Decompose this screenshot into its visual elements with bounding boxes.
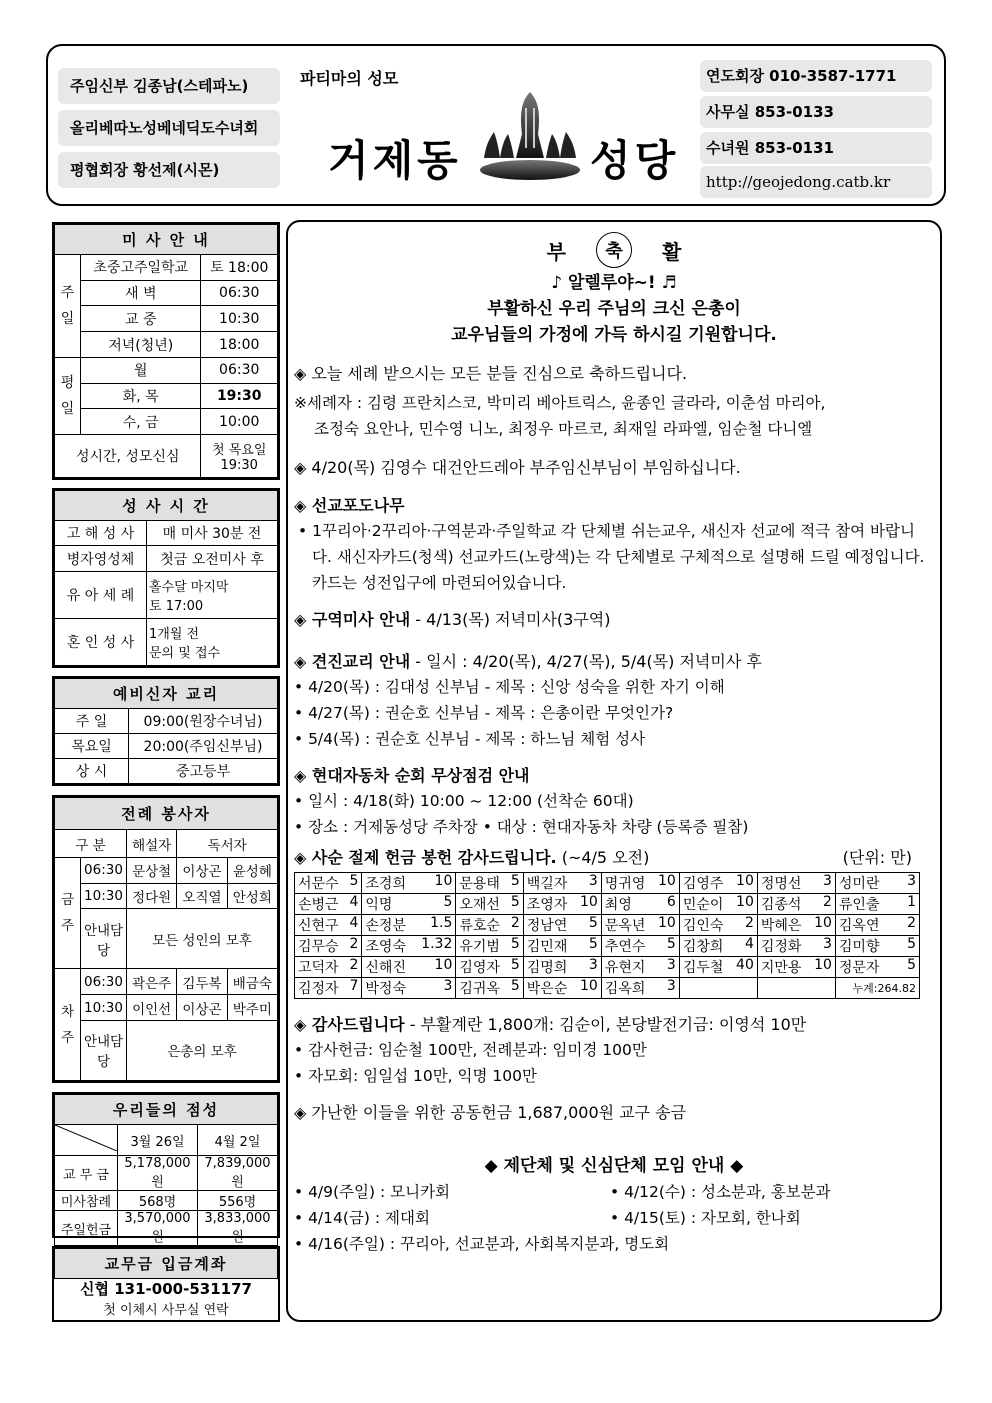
donor-cell: 김정화 3: [757, 936, 835, 957]
col-header: 독서자: [177, 830, 278, 858]
mass-time: 06:30: [81, 858, 127, 884]
mass-time: 토 18:00: [201, 255, 278, 281]
commentator: 곽은주: [127, 969, 177, 995]
date-header: 4월 2일: [198, 1125, 278, 1156]
mass-time: 06:30: [201, 280, 278, 306]
donor-cell: 김민재 5: [523, 936, 601, 957]
office-contact: 사무실 853-0133: [700, 96, 932, 128]
baptism-names: ※세례자 : 김령 프란치스코, 박미리 베아트릭스, 윤종인 글라라, 이춘섬 마리아,: [294, 394, 826, 412]
mass-time: 06:30: [81, 969, 127, 995]
class-day: 주 일: [55, 709, 129, 734]
stat-value: 556명: [198, 1191, 278, 1211]
account-title: 교무금 입금계좌: [55, 1249, 278, 1279]
celebration-badge: 축: [596, 232, 632, 268]
lent-offering-title: ◈ 사순 절제 헌금 봉헌 감사드립니다. (~4/5 오전) (단위: 만): [294, 848, 912, 867]
donor-cell: 김인숙 2: [679, 915, 757, 936]
council-label: 평협회장 황선제(시몬): [58, 152, 280, 188]
sacrament-time: 첫금 오전미사 후: [147, 546, 278, 571]
commentator: 이인선: [127, 995, 177, 1021]
easter-title: [294, 230, 934, 270]
donor-cell: 누계:264.82: [835, 978, 919, 999]
assistant-priest-notice: ◈ 4/20(목) 김영수 대건안드레아 부주임신부님이 부임하십니다.: [294, 458, 741, 477]
weekday-label: 평일: [55, 357, 81, 434]
account-number: 신협 131-000-531177: [80, 1280, 252, 1298]
donor-cell: [679, 978, 757, 999]
mass-time: 06:30: [201, 357, 278, 383]
class-time: 09:00(원장수녀님): [129, 709, 278, 734]
mass-name: 초중고주일학교: [81, 255, 201, 281]
holy-hour-time: 첫 목요일 19:30: [201, 435, 278, 478]
donor-row: [295, 978, 920, 999]
donor-cell: 박정숙 3: [362, 978, 456, 999]
meeting-item: • 4/9(주일) : 모니카회: [294, 1183, 451, 1201]
poor-offering: ◈ 가난한 이들을 위한 공동헌금 1,687,000원 교구 송금: [294, 1103, 687, 1122]
mass-name: 새 벽: [81, 280, 201, 306]
this-week-label: 금주: [55, 858, 81, 969]
donor-row: [295, 894, 920, 915]
donor-cell: 유현지 3: [601, 957, 679, 978]
donor-cell: 최영 6: [601, 894, 679, 915]
diagonal-cell: [55, 1125, 118, 1156]
donor-cell: 백길자 3: [523, 873, 601, 894]
mission-text: • 1꾸리아·2꾸리아·구역분과·주일학교 각 단체별 쉬는교우, 새신자 선교에 적극 참여 바랍니다. 새신자카드(청색) 선교카드(노랑색)는 각 단체별로 구체적으로 설명해 드릴 예정입니다. 카드는 성전입구에 마련되어있습니다.: [298, 522, 925, 592]
donor-cell: 박은순 10: [523, 978, 601, 999]
donor-cell: 문옥년 10: [601, 915, 679, 936]
donor-cell: 익명 5: [362, 894, 456, 915]
donor-cell: 박혜은 10: [757, 915, 835, 936]
donor-cell: 정남연 5: [523, 915, 601, 936]
next-week-label: 차주: [55, 969, 81, 1081]
donor-cell: 민순이 10: [679, 894, 757, 915]
reader: 오직열: [177, 883, 227, 909]
catechumen-box: [52, 676, 280, 786]
donor-cell: 김옥연 2: [835, 915, 919, 936]
donor-cell: 김종석 2: [757, 894, 835, 915]
donor-cell: 신해진 10: [362, 957, 456, 978]
stat-value: 568명: [118, 1191, 198, 1211]
donor-cell: 김미향 5: [835, 936, 919, 957]
sacrament-name: 고 해 성 사: [55, 521, 147, 546]
thanks-item: • 감사헌금: 임순철 100만, 전례분과: 임미경 100만: [294, 1041, 647, 1059]
liturgy-box: [52, 795, 280, 1083]
thanks-item: • 자모회: 임일섭 10만, 익명 100만: [294, 1067, 537, 1085]
col-header: 해설자: [127, 830, 177, 858]
donor-cell: 김두철 40: [679, 957, 757, 978]
sacrament-time: 매 미사 30분 전: [147, 521, 278, 546]
sacrament-title: 성 사 시 간: [55, 491, 278, 521]
funeral-contact: 연도회장 010-3587-1771: [700, 60, 932, 92]
stat-value: 3,833,000원: [198, 1211, 278, 1246]
stat-value: 5,178,000원: [118, 1156, 198, 1191]
mass-name: 교 중: [81, 306, 201, 332]
parish-title-left: 거제동: [328, 136, 462, 185]
account-box: [52, 1246, 280, 1322]
sacrament-name: 병자영성체: [55, 546, 147, 571]
meetings-row: [294, 1205, 934, 1231]
class-time: 중고등부: [129, 759, 278, 784]
guide-label: 안내담당: [81, 909, 127, 969]
sacrament-name: 유 아 세 례: [55, 571, 147, 618]
stat-label: 주일헌금: [55, 1211, 118, 1246]
reader: 이상곤: [177, 995, 227, 1021]
donor-cell: 오재선 5: [456, 894, 523, 915]
confirmation-item: • 4/20(목) : 김대성 신부님 - 제목 : 신앙 성숙을 위한 자기 이해: [294, 678, 725, 696]
liturgy-title: 전례 봉사자: [55, 798, 278, 830]
mass-name: 저녁(청년): [81, 332, 201, 358]
reader: 배금숙: [227, 969, 277, 995]
holy-hour-label: 성시간, 성모신심: [55, 435, 201, 478]
donor-cell: 추연수 5: [601, 936, 679, 957]
sacrament-time: 1개월 전 문의 및 접수: [147, 618, 278, 665]
mass-time: 10:30: [201, 306, 278, 332]
donor-cell: 류호순 2: [456, 915, 523, 936]
donor-cell: 김영주 10: [679, 873, 757, 894]
thanks-title: ◈ 감사드립니다 - 부활계란 1,800개: 김순이, 본당발전기금: 이영석 10만: [294, 1015, 807, 1034]
sacrament-name: 혼 인 성 사: [55, 618, 147, 665]
sisters-label: 올리베따노성베네딕도수녀회: [58, 110, 280, 146]
account-note: 첫 이체시 사무실 연락: [103, 1303, 229, 1318]
confirmation-item: • 4/27(목) : 권순호 신부님 - 제목 : 은총이란 무엇인가?: [294, 704, 674, 722]
mass-schedule-box: [52, 222, 280, 480]
mass-time: 10:30: [81, 995, 127, 1021]
mass-title: 미 사 안 내: [55, 225, 278, 255]
reader: 안성희: [227, 883, 277, 909]
guide-group: 은총의 모후: [127, 1020, 278, 1080]
guide-group: 모든 성인의 모후: [127, 909, 278, 969]
mass-time: 10:00: [201, 409, 278, 435]
donor-cell: 김정자 7: [295, 978, 362, 999]
district-mass: ◈ 구역미사 안내 - 4/13(목) 저녁미사(3구역): [294, 610, 611, 629]
mass-time: 18:00: [201, 332, 278, 358]
donor-row: [295, 957, 920, 978]
parish-title-right: 성당: [590, 136, 680, 185]
donor-row: [295, 936, 920, 957]
mission-title: ◈ 선교포도나무: [294, 496, 405, 515]
donor-cell: 조영자 10: [523, 894, 601, 915]
car-check-item: • 장소 : 거제동성당 주차장 • 대상 : 현대자동차 차량 (등록증 필참): [294, 818, 749, 836]
stats-title: 우리들의 점성: [55, 1095, 278, 1125]
meeting-item: • 4/15(토) : 자모회, 한나회: [610, 1209, 801, 1227]
donor-cell: 고덕자 2: [295, 957, 362, 978]
meeting-item: • 4/14(금) : 제대회: [294, 1209, 430, 1227]
class-day: 상 시: [55, 759, 129, 784]
baptism-notice: ◈ 오늘 세례 받으시는 모든 분들 진심으로 축하드립니다.: [294, 364, 688, 383]
donor-row: [295, 873, 920, 894]
pastor-label: 주임신부 김종남(스테파노): [58, 68, 280, 104]
mass-name: 월: [81, 357, 201, 383]
date-header: 3월 26일: [118, 1125, 198, 1156]
stat-value: 7,839,000원: [198, 1156, 278, 1191]
donor-cell: 김귀옥 5: [456, 978, 523, 999]
commentator: 문상철: [127, 858, 177, 884]
title-char: 부: [546, 239, 566, 264]
mass-name: 화, 목: [81, 383, 201, 409]
col-header: 구 분: [55, 830, 127, 858]
alleluia-line: ♪ 알렐루야~! ♬: [551, 273, 677, 293]
donor-cell: 김영자 5: [456, 957, 523, 978]
reader: 이상곤: [177, 858, 227, 884]
donor-cell: 조영숙 1.32: [362, 936, 456, 957]
greeting-line: 교우님들의 가정에 가득 하시길 기원합니다.: [451, 325, 777, 345]
confirmation-item: • 5/4(목) : 권순호 신부님 - 제목 : 하느님 체험 성사: [294, 730, 646, 748]
donor-cell: 신현구 4: [295, 915, 362, 936]
donor-row: [295, 915, 920, 936]
sacrament-box: [52, 488, 280, 668]
guide-label: 안내담당: [81, 1020, 127, 1080]
baptism-names: 조정숙 요안나, 민수영 니노, 최정우 마르코, 최재일 라파엘, 임순철 다니엘: [314, 420, 813, 438]
sacrament-time: 홀수달 마지막 토 17:00: [147, 571, 278, 618]
donor-cell: 손병근 4: [295, 894, 362, 915]
donor-cell: 성미란 3: [835, 873, 919, 894]
church-logo-icon: [476, 88, 584, 184]
mass-time: 19:30: [201, 383, 278, 409]
greeting-line: 부활하신 우리 주님의 크신 은총이: [487, 299, 741, 319]
mass-time: 10:30: [81, 883, 127, 909]
donor-cell: 조경희 10: [362, 873, 456, 894]
donor-cell: 서문수 5: [295, 873, 362, 894]
stat-label: 교 무 금: [55, 1156, 118, 1191]
convent-contact: 수녀원 853-0131: [700, 132, 932, 164]
stats-box: [52, 1092, 280, 1245]
main-content: [286, 220, 942, 1322]
title-char: 활: [662, 239, 682, 264]
donor-cell: 정문자 5: [835, 957, 919, 978]
account-info: [55, 1279, 278, 1322]
meeting-item: • 4/12(수) : 성소분과, 홍보분과: [610, 1183, 831, 1201]
donor-cell: 문용태 5: [456, 873, 523, 894]
parish-subtitle: 파티마의 성모: [300, 69, 399, 88]
bulletin-header: [46, 44, 946, 206]
reader: 윤성혜: [227, 858, 277, 884]
meetings-title: ◆ 제단체 및 신심단체 모임 안내 ◆: [484, 1156, 744, 1176]
donor-cell: 류인출 1: [835, 894, 919, 915]
stat-value: 3,570,000원: [118, 1211, 198, 1246]
car-check-title: ◈ 현대자동차 순회 무상점검 안내: [294, 766, 530, 785]
donor-cell: 정명선 3: [757, 873, 835, 894]
donor-cell: 명귀영 10: [601, 873, 679, 894]
meetings-row: [294, 1179, 934, 1205]
donor-cell: [757, 978, 835, 999]
catechumen-title: 예비신자 교리: [55, 679, 278, 709]
website-link[interactable]: http://geojedong.catb.kr: [700, 166, 932, 198]
donor-cell: 김창희 4: [679, 936, 757, 957]
sunday-label: 주일: [55, 255, 81, 358]
class-day: 목요일: [55, 734, 129, 759]
mass-name: 수, 금: [81, 409, 201, 435]
commentator: 정다원: [127, 883, 177, 909]
donor-cell: 지만용 10: [757, 957, 835, 978]
donor-cell: 손정분 1.5: [362, 915, 456, 936]
reader: 박주미: [227, 995, 277, 1021]
stat-label: 미사참례: [55, 1191, 118, 1211]
meeting-item: • 4/16(주일) : 꾸리아, 선교분과, 사회복지분과, 명도회: [294, 1235, 670, 1253]
class-time: 20:00(주임신부님): [129, 734, 278, 759]
car-check-item: • 일시 : 4/18(화) 10:00 ~ 12:00 (선착순 60대): [294, 792, 634, 810]
donor-cell: 김옥희 3: [601, 978, 679, 999]
confirmation-title: ◈ 견진교리 안내 - 일시 : 4/20(목), 4/27(목), 5/4(목) 저녁미사 후: [294, 652, 762, 671]
reader: 김두복: [177, 969, 227, 995]
donor-table: [294, 872, 920, 999]
donor-cell: 김무승 2: [295, 936, 362, 957]
donor-cell: 김명희 3: [523, 957, 601, 978]
donor-cell: 유기범 5: [456, 936, 523, 957]
